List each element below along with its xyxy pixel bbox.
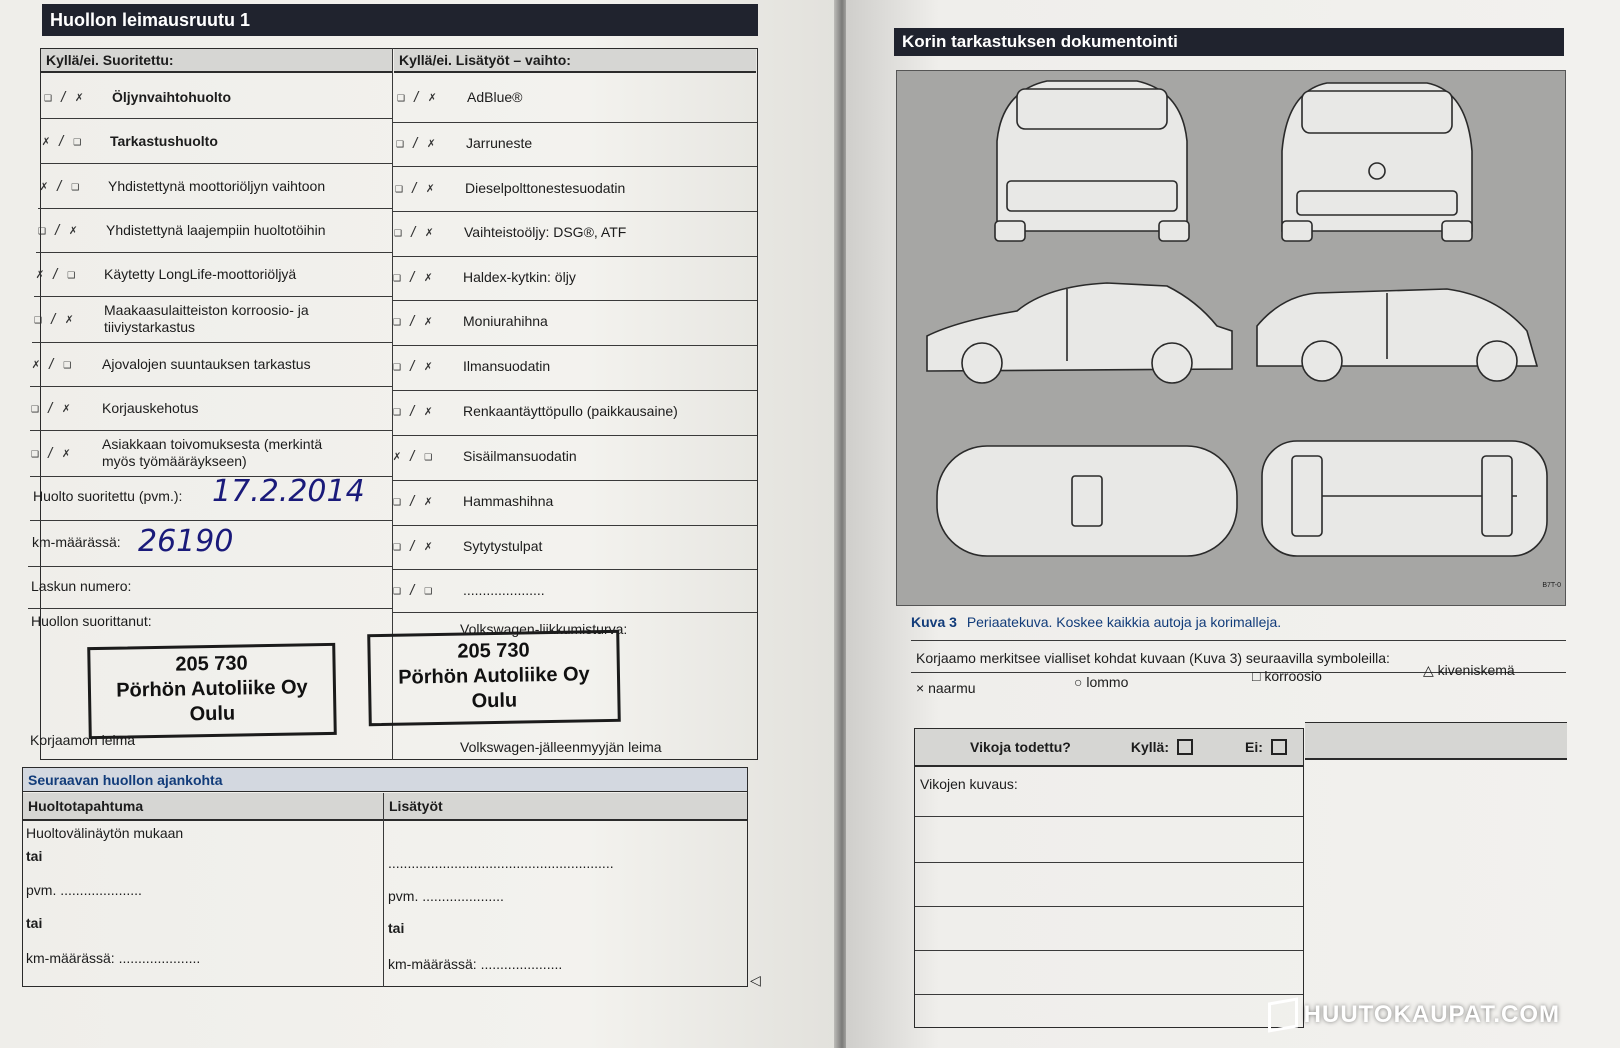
checkbox-pair[interactable]: ✗ / ❑	[40, 178, 80, 194]
row-label: Yhdistettynä laajempiin huoltotöihin	[106, 221, 326, 238]
next-km[interactable]: km-määrässä: .....................	[26, 950, 201, 966]
left-row	[42, 120, 387, 162]
checkbox-pair[interactable]: ❑ / ✗	[396, 135, 436, 151]
checkbox-pair[interactable]: ❑ / ✗	[31, 445, 71, 461]
left-row	[40, 165, 385, 207]
left-row	[44, 76, 389, 118]
next-col2-text: Lisätyöt	[389, 798, 443, 814]
row-line	[30, 520, 393, 521]
right-row	[393, 569, 748, 611]
right-row	[393, 435, 748, 477]
checkbox-pair[interactable]: ❑ / ✗	[31, 400, 71, 416]
checkbox-pair[interactable]: ❑ / ✗	[38, 222, 78, 238]
defects-yes-label: Kyllä:	[1130, 739, 1169, 755]
figure-caption	[911, 614, 1281, 630]
km-label: km-määrässä:	[32, 534, 121, 550]
next-service-header	[23, 768, 747, 792]
left-row	[36, 254, 381, 294]
row-line	[28, 608, 393, 609]
checkbox-pair[interactable]: ✗ / ❑	[42, 133, 82, 149]
car-drawings	[897, 71, 1567, 607]
caption-number: Kuva 3	[911, 614, 957, 630]
right-row	[393, 345, 748, 387]
desc-line	[915, 994, 1303, 995]
right-row	[393, 390, 753, 432]
desc-line	[915, 816, 1303, 817]
next-item-interval[interactable]: Huoltovälinäytön mukaan	[26, 825, 184, 841]
km-value: 26190	[138, 524, 234, 559]
row-label: Vaihteistoöljy: DSG®, ATF	[464, 223, 627, 240]
checkbox-pair[interactable]: ❑ / ✗	[393, 313, 433, 329]
service-date-label: Huolto suoritettu (pvm.):	[33, 488, 183, 504]
defects-header-right	[1305, 722, 1567, 760]
next-divider	[383, 793, 384, 987]
next-pvm[interactable]: pvm. .....................	[26, 882, 142, 898]
checkbox-pair[interactable]: ❑ / ✗	[34, 311, 74, 327]
row-label: Öljynvaihtohuolto	[112, 88, 231, 105]
row-label: AdBlue®	[467, 88, 523, 105]
row-label: Moniurahihna	[463, 312, 548, 329]
next-header-text: Seuraavan huollon ajankohta	[28, 771, 223, 788]
header-text: Korin tarkastuksen dokumentointi	[902, 32, 1178, 51]
dealer-stamp	[367, 630, 621, 726]
stamp-line: 205 730	[175, 652, 248, 676]
right-row	[397, 76, 752, 118]
checkbox-pair[interactable]: ❑ / ✗	[393, 269, 433, 285]
stamp-line: 205 730	[457, 639, 530, 663]
service-date-value: 17.2.2014	[212, 474, 365, 509]
car-top-view	[937, 446, 1237, 556]
symbol-dent: ○ lommo	[1074, 674, 1129, 690]
figure-code: B7T-0	[1542, 582, 1561, 589]
row-label: Dieselpolttonestesuodatin	[465, 179, 626, 196]
right-row	[393, 256, 748, 298]
assistance-label: Volkswagen-liikkumisturva:	[460, 621, 628, 637]
watermark-box-icon	[1268, 997, 1298, 1032]
defects-question: Vikoja todettu?	[970, 739, 1071, 755]
car-front-view	[1282, 83, 1472, 241]
defects-no-label: Ei:	[1244, 739, 1263, 755]
row-label: .....................	[463, 581, 545, 598]
right-row	[393, 480, 748, 522]
car-underside-view	[1262, 441, 1547, 556]
checkbox-pair[interactable]: ❑ / ✗	[394, 224, 434, 240]
next-extra-dots[interactable]: ..........................................................	[388, 855, 614, 871]
symbol-scratch: × naarmu	[916, 680, 976, 696]
right-row	[395, 167, 750, 209]
checkbox-pair[interactable]: ❑ / ✗	[393, 358, 433, 374]
checkbox-pair[interactable]: ✗ / ❑	[36, 266, 76, 282]
checkbox-pair[interactable]: ❑ / ✗	[44, 89, 84, 105]
row-label: Jarruneste	[466, 134, 533, 151]
workshop-stamp	[87, 643, 337, 739]
checkbox-pair[interactable]: ✗ / ❑	[32, 356, 72, 372]
col-left-head	[41, 49, 393, 73]
row-label: Hammashihna	[463, 492, 554, 509]
stamp-line: Oulu	[189, 702, 236, 726]
body-inspection-header	[894, 28, 1564, 56]
workshop-stamp-label: Korjaamon leima	[30, 732, 136, 748]
stamp-line: Oulu	[471, 689, 518, 713]
left-row	[34, 298, 384, 340]
checkbox-pair[interactable]: ❑ / ✗	[395, 180, 435, 196]
watermark-text: HUUTOKAUPAT.COM	[1303, 1001, 1560, 1028]
checkbox-pair[interactable]: ❑ / ❑	[393, 582, 433, 598]
service-stamp-header	[42, 4, 758, 36]
col-left-head-text: Kyllä/ei. Suoritettu:	[46, 52, 174, 68]
right-row	[393, 300, 748, 342]
right-row	[394, 211, 749, 253]
symbol-corrosion: □ korroosio	[1252, 668, 1322, 684]
defects-description-label: Vikojen kuvaus:	[920, 776, 1018, 792]
car-diagram-panel	[896, 70, 1566, 606]
left-row	[31, 432, 386, 474]
checkbox-pair[interactable]: ❑ / ✗	[397, 89, 437, 105]
next-or: tai	[26, 848, 43, 864]
row-label: Tarkastushuolto	[110, 132, 218, 149]
row-label: Sisäilmansuodatin	[463, 447, 577, 464]
row-label: Asiakkaan toivomuksesta (merkintä myös työmääräykseen)	[102, 436, 323, 469]
desc-line	[915, 950, 1303, 951]
invoice-label: Laskun numero:	[31, 578, 132, 594]
row-label: Maakaasulaitteiston korroosio- ja tiiviystarkastus	[104, 302, 309, 335]
next-col1-text: Huoltotapahtuma	[28, 798, 144, 814]
row-label: Yhdistettynä moottoriöljyn vaihtoon	[108, 177, 326, 194]
stamp-line: Pörhön Autoliike Oy	[398, 663, 590, 689]
row-label: Renkaantäyttöpullo (paikkausaine)	[463, 402, 678, 419]
desc-line	[915, 862, 1303, 863]
dealer-stamp-label: Volkswagen-jälleenmyyjän leima	[460, 739, 662, 755]
right-row	[396, 122, 751, 164]
checkbox-pair[interactable]: ❑ / ✗	[393, 538, 433, 554]
defects-table	[914, 728, 1304, 1028]
left-row	[31, 388, 381, 428]
col-right-head	[394, 49, 756, 73]
page-turn-arrow: ◁	[750, 972, 761, 988]
next-extra-km[interactable]: km-määrässä: .....................	[388, 956, 563, 972]
car-rear-view	[995, 81, 1189, 241]
checkbox-pair[interactable]: ❑ / ✗	[393, 493, 433, 509]
next-col1-head	[23, 793, 383, 821]
next-extra-or: tai	[388, 920, 405, 936]
desc-line	[915, 906, 1303, 907]
row-label: Sytytystulpat	[463, 537, 543, 554]
row-label: Haldex-kytkin: öljy	[463, 268, 576, 285]
next-extra-pvm[interactable]: pvm. .....................	[388, 888, 504, 904]
defects-header	[915, 729, 1303, 767]
watermark	[1268, 1000, 1560, 1030]
car-side-hatch-view	[1257, 289, 1537, 381]
next-col2-head	[384, 793, 747, 821]
row-line	[393, 612, 757, 613]
right-row	[393, 525, 748, 567]
car-side-sedan-view	[927, 283, 1232, 383]
defects-no-checkbox[interactable]	[1271, 739, 1287, 755]
instruction-text: Korjaamo merkitsee vialliset kohdat kuvaan (Kuva 3) seuraavilla symboleilla:	[916, 650, 1390, 666]
checkbox-pair[interactable]: ❑ / ✗	[393, 403, 433, 419]
left-row	[32, 344, 382, 384]
header-text: Huollon leimausruutu 1	[50, 9, 251, 30]
checkbox-pair[interactable]: ✗ / ❑	[393, 448, 433, 464]
row-label: Ilmansuodatin	[463, 357, 551, 374]
defects-yes-checkbox[interactable]	[1177, 739, 1193, 755]
row-label: Korjauskehotus	[102, 399, 199, 416]
row-line	[28, 566, 393, 567]
performer-label: Huollon suorittanut:	[31, 613, 152, 629]
left-row	[38, 210, 383, 250]
next-or: tai	[26, 915, 43, 931]
row-label: Käytetty LongLife-moottoriöljyä	[104, 265, 297, 282]
rule	[911, 640, 1566, 641]
col-right-head-text: Kyllä/ei. Lisätyöt – vaihto:	[399, 52, 571, 68]
stamp-line: Pörhön Autoliike Oy	[116, 676, 308, 702]
caption-text: Periaatekuva. Koskee kaikkia autoja ja korimalleja.	[966, 614, 1282, 630]
symbol-stone-chip: △ kiveniskemä	[1423, 662, 1515, 678]
row-label: Ajovalojen suuntauksen tarkastus	[102, 355, 311, 372]
